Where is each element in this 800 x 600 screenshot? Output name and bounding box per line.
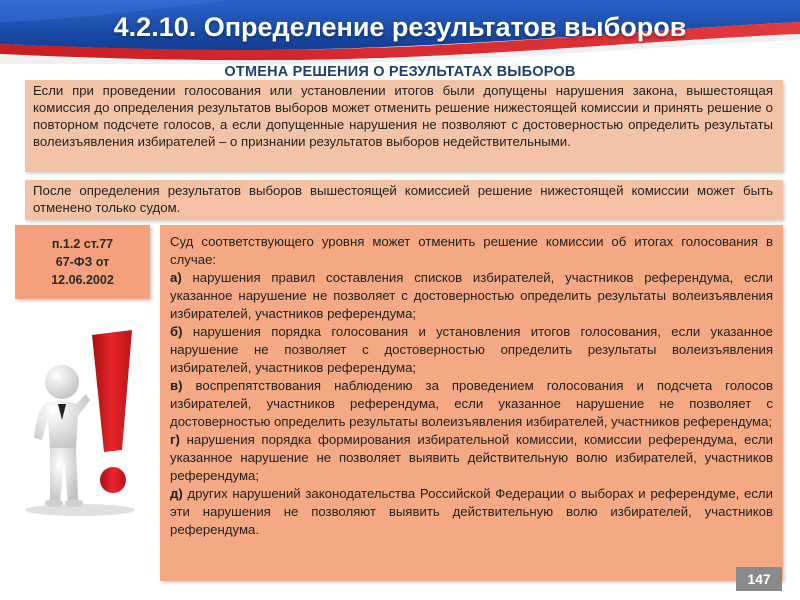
person-with-exclamation-icon bbox=[20, 320, 150, 520]
item-label: а) bbox=[170, 270, 182, 285]
section-subtitle: ОТМЕНА РЕШЕНИЯ О РЕЗУЛЬТАТАХ ВЫБОРОВ bbox=[224, 64, 576, 80]
item-text: воспрепятствования наблюдению за проведением голосования и подсчета голосов избирателей, участников референдума, если указанное нарушение не позволяет с достоверностью определить результаты волеизъявления избирателей, участников референдума; bbox=[170, 378, 773, 429]
law-ref-line2: 67-ФЗ от bbox=[55, 255, 110, 269]
list-item bbox=[170, 323, 773, 377]
item-text: других нарушений законодательства Российской Федерации о выборах и референдуме, если эти нарушения не позволяют выявить действительную волю избирателей, участников референдума. bbox=[170, 486, 773, 537]
info-box-court-only: После определения результатов выборов вышестоящей комиссией решение нижестоящей комиссии может быть отменено только судом. bbox=[25, 180, 783, 220]
list-item bbox=[170, 485, 773, 539]
law-ref-line1: п.1.2 ст.77 bbox=[51, 237, 114, 251]
court-cases-box bbox=[160, 225, 783, 581]
item-text: нарушения порядка голосования и установления итогов голосования, если указанное нарушение не позволяет с достоверностью определить результаты волеизъявления избирателей, участников референдума; bbox=[170, 324, 773, 375]
item-label: в) bbox=[170, 378, 183, 393]
item-label: б) bbox=[170, 324, 183, 339]
item-text: нарушения порядка формирования избирательной комиссии, комиссии референдума, если указанное нарушение не позволяет выявить действительную волю избирателей, участников референдума; bbox=[170, 432, 773, 483]
law-reference-box bbox=[15, 225, 150, 299]
item-text: нарушения правил составления списков избирателей, участников референдума, если указанное нарушение не позволяет с достоверностью определить результаты волеизъявления избирателей, участников референдума; bbox=[170, 270, 773, 321]
page-number: 147 bbox=[736, 567, 782, 591]
court-intro: Суд соответствующего уровня может отменить решение комиссии об итогах голосования в случае: bbox=[170, 234, 773, 267]
law-ref-line3: 12.06.2002 bbox=[51, 273, 114, 287]
list-item bbox=[170, 431, 773, 485]
list-item bbox=[170, 269, 773, 323]
item-label: д) bbox=[170, 486, 183, 501]
item-label: г) bbox=[170, 432, 180, 447]
header-banner bbox=[0, 0, 800, 64]
page-title: 4.2.10. Определение результатов выборов bbox=[113, 12, 687, 42]
info-box-repeat-count: Если при проведении голосования или установлении итогов были допущены нарушения закона, вышестоящая комиссия до определения результатов выборов может отменить решение нижестоящей комиссии и принять решение о повторном подсчете голосов, а если допущенные нарушения не позволяют с достоверностью определить результаты волеизъявления избирателей – о признании результатов выборов недействительными. bbox=[25, 80, 783, 172]
list-item bbox=[170, 377, 773, 431]
